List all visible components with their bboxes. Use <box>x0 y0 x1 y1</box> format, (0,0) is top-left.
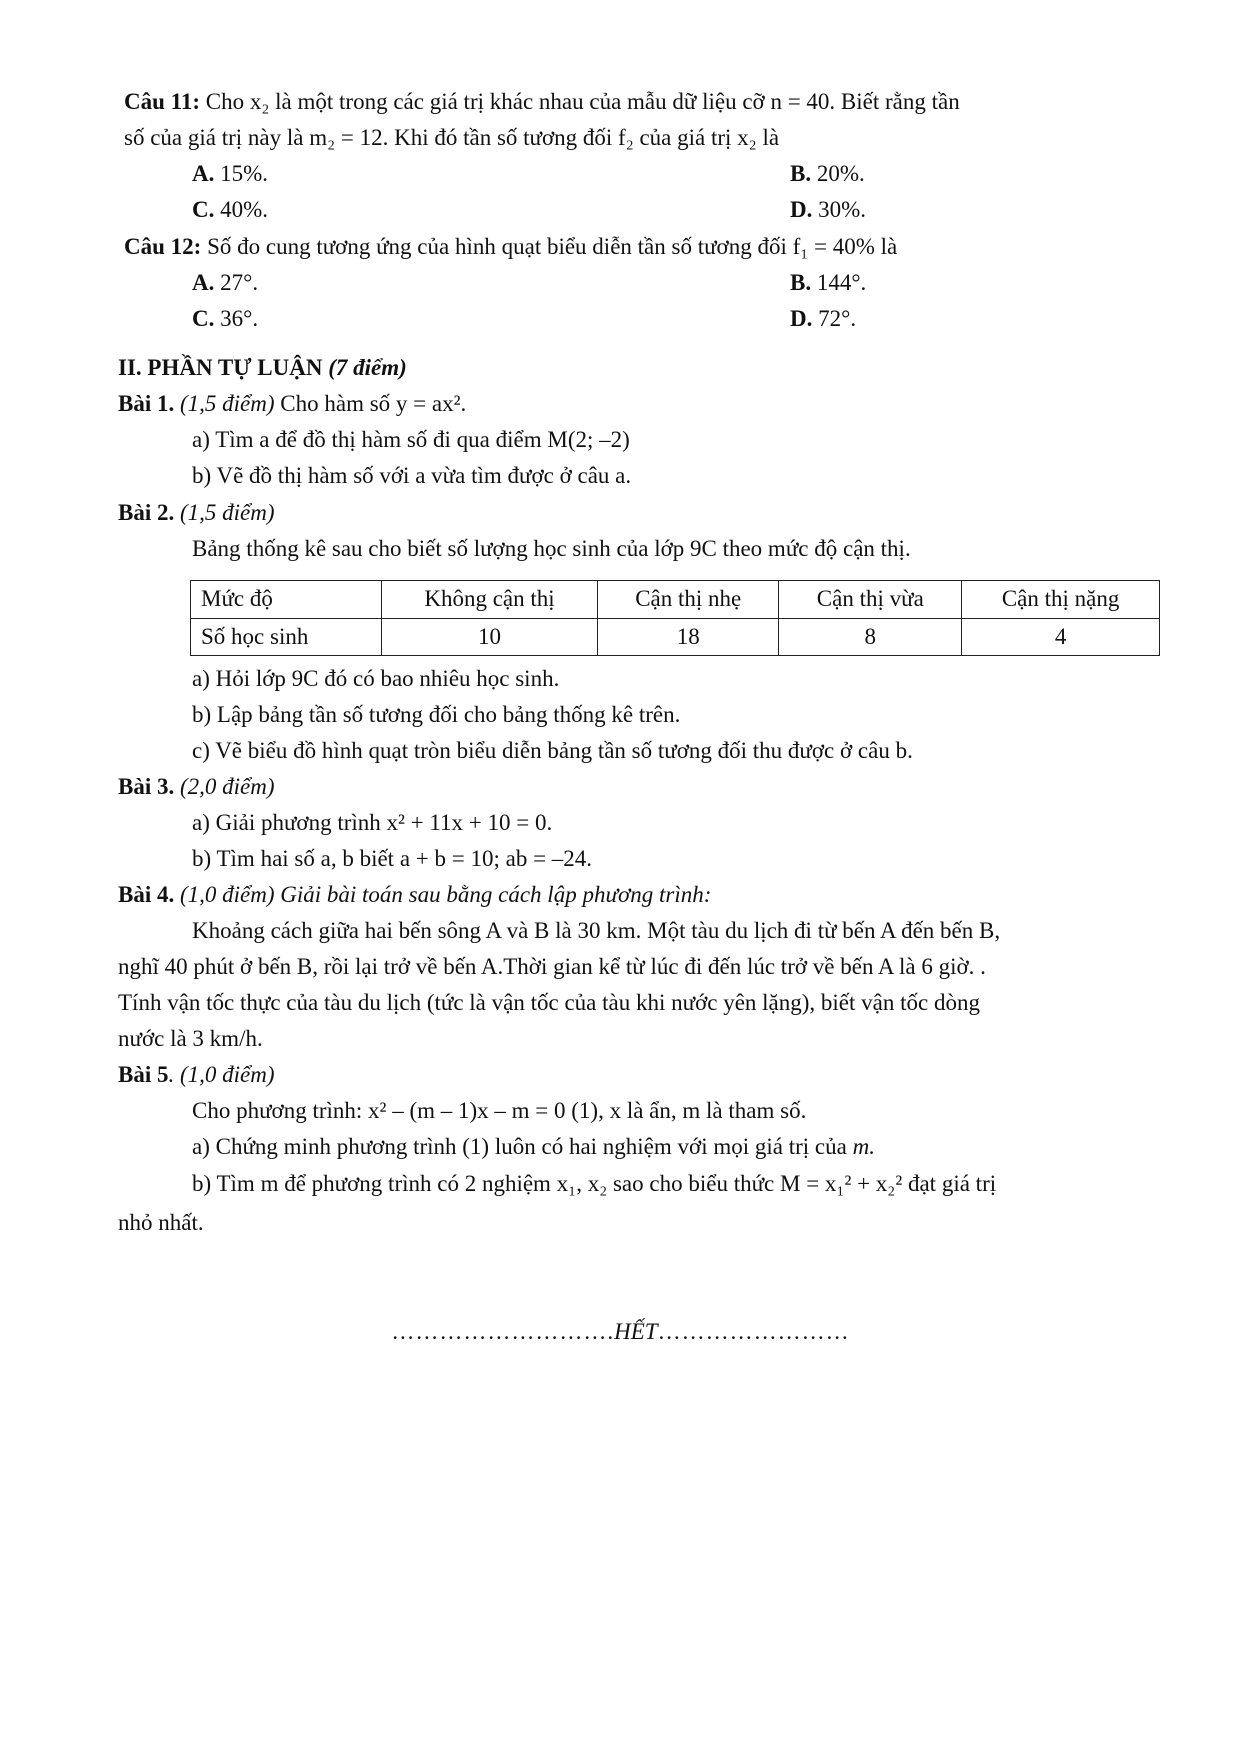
bai5-b2: nhỏ nhất. <box>118 1210 204 1235</box>
q12-option-c <box>192 303 258 336</box>
option-letter: D. <box>790 306 813 331</box>
table-cell: 4 <box>962 618 1160 656</box>
option-letter: D. <box>790 197 813 222</box>
q12-option-a <box>192 267 258 300</box>
bai5-heading <box>118 1059 275 1092</box>
q11-option-d <box>790 194 866 227</box>
bai4-line4: nước là 3 km/h. <box>118 1026 263 1051</box>
table-cell: 10 <box>382 618 598 656</box>
table-cell: Cận thị nhẹ <box>598 581 779 619</box>
bai3-points: (2,0 điểm) <box>179 774 275 799</box>
option-letter: C. <box>192 197 215 222</box>
option-text: 20%. <box>811 161 865 186</box>
end-word: HẾT <box>614 1319 658 1344</box>
bai4-points: (1,0 điểm) Giải bài toán sau bằng cách lập phương trình: <box>179 882 712 907</box>
myopia-table <box>190 580 1160 656</box>
bai2-intro: Bảng thống kê sau cho biết số lượng học sinh của lớp 9C theo mức độ cận thị. <box>192 536 911 561</box>
bai5-a-text: a) Chứng minh phương trình (1) luôn có hai nghiệm với mọi giá trị của <box>192 1134 853 1159</box>
table-cell: Mức độ <box>191 581 382 619</box>
end-dots-right: …………………… <box>657 1319 850 1344</box>
bai5-label: Bài 5 <box>118 1062 169 1087</box>
table-cell: Số học sinh <box>191 618 382 656</box>
bai5-b: b) Tìm m để phương trình có 2 nghiệm x₁, x₂ sao cho biểu thức M = x₁² + x₂² đạt giá trị <box>192 1171 997 1196</box>
option-letter: B. <box>790 161 812 186</box>
option-text: 36°. <box>214 306 259 331</box>
bai1-label: Bài 1. <box>118 391 175 416</box>
q11-option-b <box>790 158 865 191</box>
section-2-heading <box>118 352 407 385</box>
table-row <box>191 618 1160 656</box>
bai3-b: b) Tìm hai số a, b biết a + b = 10; ab = –24. <box>192 846 593 871</box>
section-2-title: II. PHẦN TỰ LUẬN <box>118 355 323 380</box>
bai2-label: Bài 2. <box>118 500 175 525</box>
option-text: 144°. <box>811 270 867 295</box>
bai2-c: c) Vẽ biểu đồ hình quạt tròn biểu diễn bảng tần số tương đối thu được ở câu b. <box>192 738 913 763</box>
q12-text: Số đo cung tương ứng của hình quạt biểu diễn tần số tương đối f₁ = 40% là <box>207 234 898 259</box>
option-text: 40%. <box>214 197 269 222</box>
bai2-heading <box>118 497 275 530</box>
option-letter: C. <box>192 306 215 331</box>
section-2-points: (7 điểm) <box>328 355 407 380</box>
bai4-line2: nghĩ 40 phút ở bến B, rồi lại trở về bến A.Thời gian kể từ lúc đi đến lúc trở về bến A là 6 giờ. . <box>118 954 986 979</box>
bai4-line1: Khoảng cách giữa hai bến sông A và B là 30 km. Một tàu du lịch đi từ bến A đến bến B, <box>192 918 1001 943</box>
q11-text-1: Cho x₂ là một trong các giá trị khác nhau của mẫu dữ liệu cỡ n = 40. Biết rằng tần <box>205 89 960 114</box>
bai5-a-var: m. <box>852 1134 875 1159</box>
option-letter: B. <box>790 270 812 295</box>
q11-line2: số của giá trị này là m₂ = 12. Khi đó tần số tương đối f₂ của giá trị x₂ là <box>124 125 780 150</box>
bai5-a <box>192 1131 875 1164</box>
option-text: 27°. <box>214 270 259 295</box>
bai3-label: Bài 3. <box>118 774 175 799</box>
option-text: 15%. <box>214 161 269 186</box>
q11-option-a <box>192 158 268 191</box>
table-header-row <box>191 581 1160 619</box>
option-letter: A. <box>192 270 215 295</box>
bai2-a: a) Hỏi lớp 9C đó có bao nhiêu học sinh. <box>192 666 560 691</box>
bai2-points: (1,5 điểm) <box>179 500 275 525</box>
bai1-text: Cho hàm số y = ax². <box>280 391 467 416</box>
q12-line <box>124 231 897 264</box>
bai5-text: Cho phương trình: x² – (m – 1)x – m = 0 (1), x là ẩn, m là tham số. <box>192 1098 807 1123</box>
table-cell: 18 <box>598 618 779 656</box>
table-cell: Cận thị nặng <box>962 581 1160 619</box>
bai1-heading <box>118 388 466 421</box>
q11-line1 <box>124 86 960 119</box>
bai1-a: a) Tìm a để đồ thị hàm số đi qua điểm M(2; –2) <box>192 427 630 452</box>
table-cell: 8 <box>779 618 962 656</box>
q11-label: Câu 11: <box>124 89 201 114</box>
bai4-heading <box>118 879 711 912</box>
option-text: 30%. <box>812 197 867 222</box>
q12-option-d <box>790 303 856 336</box>
table-cell: Không cận thị <box>382 581 598 619</box>
bai2-b: b) Lập bảng tần số tương đối cho bảng thống kê trên. <box>192 702 681 727</box>
q11-option-c <box>192 194 268 227</box>
bai1-b: b) Vẽ đồ thị hàm số với a vừa tìm được ở câu a. <box>192 463 632 488</box>
bai3-heading <box>118 771 275 804</box>
bai4-line3: Tính vận tốc thực của tàu du lịch (tức là vận tốc của tàu khi nước yên lặng), biết vận tốc dòng <box>118 990 980 1015</box>
table-cell: Cận thị vừa <box>779 581 962 619</box>
option-text: 72°. <box>812 306 857 331</box>
option-letter: A. <box>192 161 215 186</box>
q12-label: Câu 12: <box>124 234 202 259</box>
bai1-points: (1,5 điểm) <box>179 391 275 416</box>
bai4-label: Bài 4. <box>118 882 175 907</box>
bai5-points: . (1,0 điểm) <box>168 1062 275 1087</box>
q12-option-b <box>790 267 866 300</box>
end-marker <box>0 1316 1241 1349</box>
end-dots-left: ………………………. <box>391 1319 615 1344</box>
bai3-a: a) Giải phương trình x² + 11x + 10 = 0. <box>192 810 553 835</box>
